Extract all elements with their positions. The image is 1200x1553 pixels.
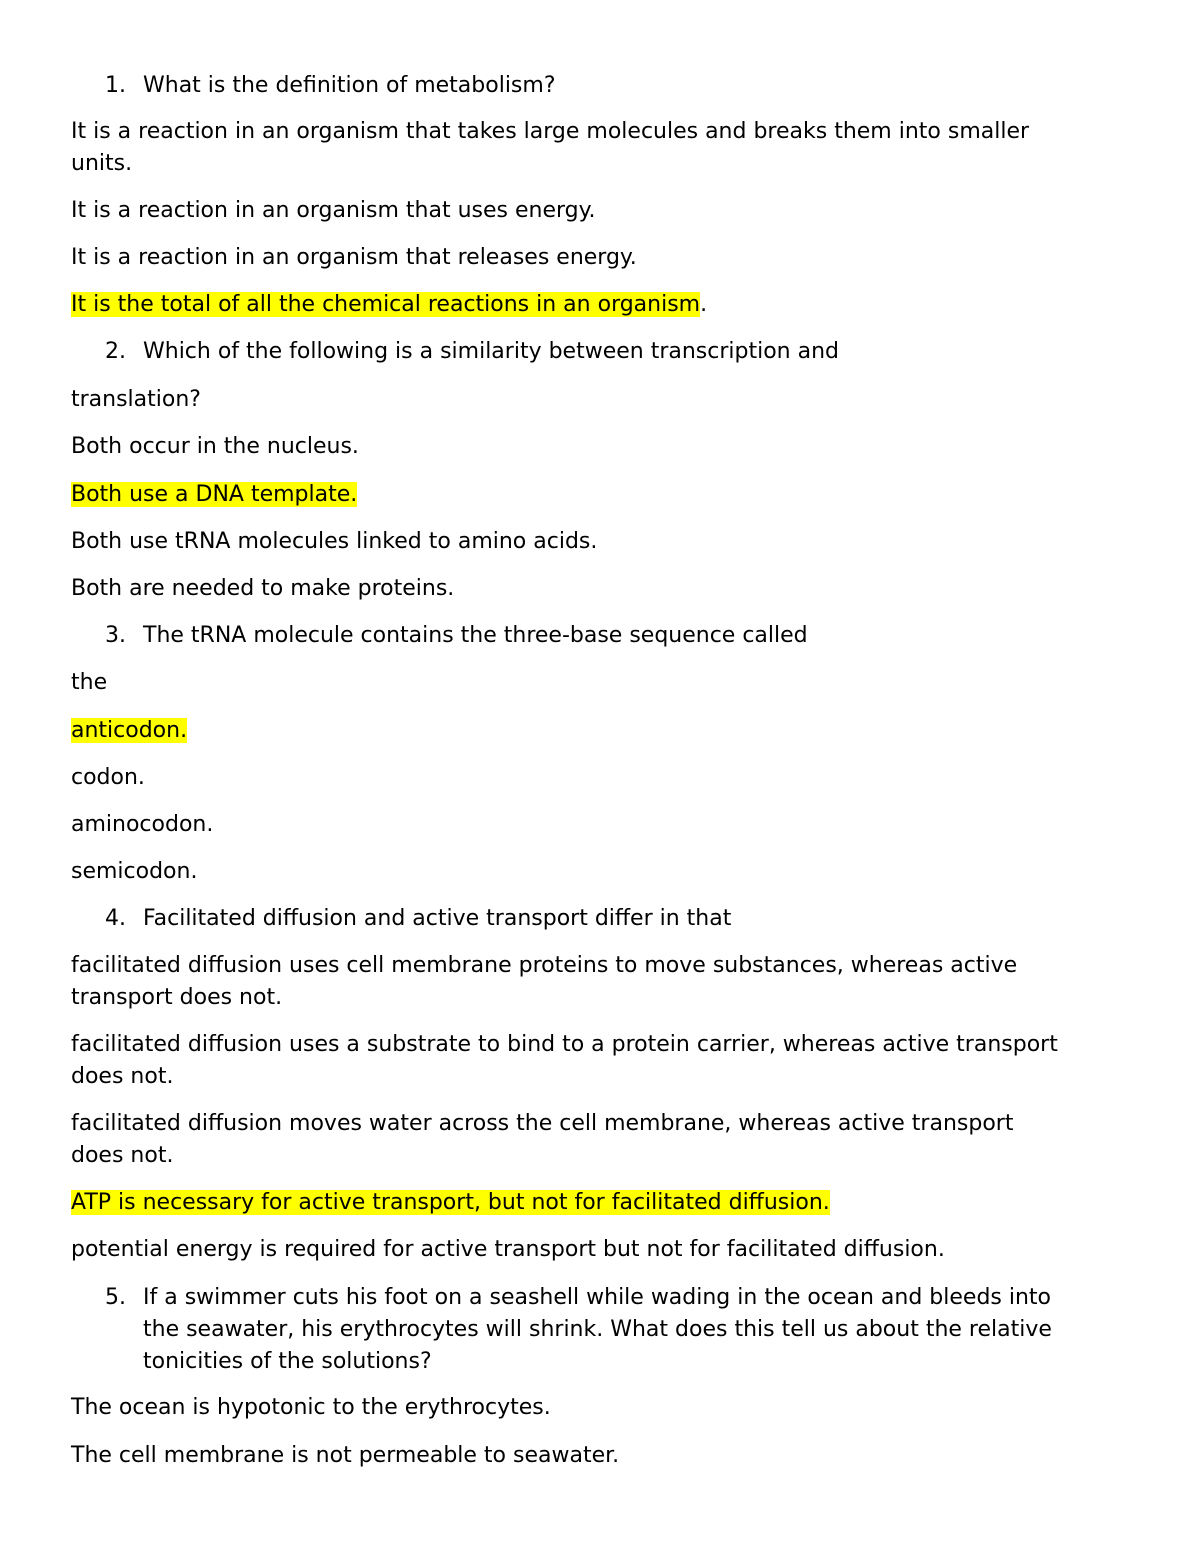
- answer-option-continuation: transport does not.: [71, 985, 283, 1010]
- highlighted-answer: It is the total of all the chemical reactions in an organism: [71, 292, 701, 317]
- answer-option-continuation: does not.: [71, 1143, 174, 1168]
- answer-option-correct: [71, 715, 187, 747]
- answer-option: facilitated diffusion uses a substrate to bind to a protein carrier, whereas active transport: [71, 1032, 1058, 1057]
- question-text: What is the definition of metabolism?: [143, 73, 556, 98]
- question-number: 5.: [105, 1285, 126, 1310]
- answer-option-correct: [71, 479, 357, 511]
- question-text: Facilitated diffusion and active transport differ in that: [143, 906, 732, 931]
- question-continuation: translation?: [71, 387, 201, 412]
- question-text: The tRNA molecule contains the three-base sequence called: [143, 623, 808, 648]
- answer-option: It is a reaction in an organism that releases energy.: [71, 245, 637, 270]
- answer-option: The ocean is hypotonic to the erythrocytes.: [71, 1395, 551, 1420]
- answer-option: facilitated diffusion uses cell membrane proteins to move substances, whereas active: [71, 953, 1018, 978]
- question-number: 2.: [105, 339, 126, 364]
- answer-suffix: .: [700, 292, 708, 317]
- answer-option: Both are needed to make proteins.: [71, 576, 455, 601]
- question-number: 4.: [105, 906, 126, 931]
- answer-option: potential energy is required for active transport but not for facilitated diffusion.: [71, 1237, 945, 1262]
- answer-option: codon.: [71, 765, 145, 790]
- question-continuation: the: [71, 670, 108, 695]
- answer-option: It is a reaction in an organism that uses energy.: [71, 198, 596, 223]
- highlighted-answer: ATP is necessary for active transport, but not for facilitated diffusion.: [71, 1190, 830, 1215]
- answer-option: facilitated diffusion moves water across the cell membrane, whereas active transport: [71, 1111, 1014, 1136]
- answer-option: aminocodon.: [71, 812, 214, 837]
- highlighted-answer: Both use a DNA template.: [71, 482, 358, 507]
- question-text-continuation: tonicities of the solutions?: [143, 1349, 432, 1374]
- answer-option: It is a reaction in an organism that takes large molecules and breaks them into smaller: [71, 119, 1030, 144]
- answer-option-continuation: units.: [71, 151, 133, 176]
- answer-option: semicodon.: [71, 859, 198, 884]
- highlighted-answer: anticodon.: [71, 718, 188, 743]
- question-text: Which of the following is a similarity between transcription and: [143, 339, 840, 364]
- answer-option: The cell membrane is not permeable to seawater.: [71, 1443, 620, 1468]
- answer-option-correct: [71, 1187, 830, 1219]
- answer-option: Both use tRNA molecules linked to amino acids.: [71, 529, 598, 554]
- answer-option: Both occur in the nucleus.: [71, 434, 359, 459]
- question-number: 1.: [105, 73, 126, 98]
- question-text: If a swimmer cuts his foot on a seashell while wading in the ocean and bleeds into: [143, 1285, 1052, 1310]
- question-number: 3.: [105, 623, 126, 648]
- answer-option-continuation: does not.: [71, 1064, 174, 1089]
- answer-option-correct: [71, 289, 707, 321]
- question-text-continuation: the seawater, his erythrocytes will shrink. What does this tell us about the relative: [143, 1317, 1052, 1342]
